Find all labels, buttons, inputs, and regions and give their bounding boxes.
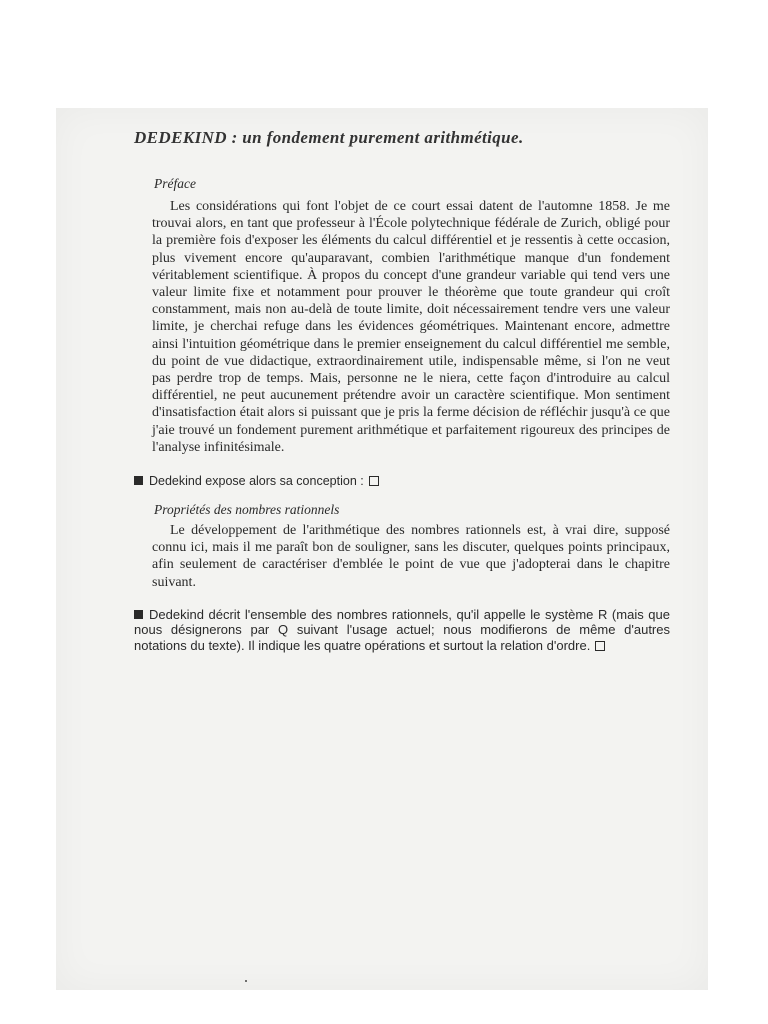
document-content (134, 128, 674, 654)
filled-square-icon (134, 476, 143, 485)
preface-paragraph: Les considérations qui font l'objet de ce court essai datent de l'automne 1858. Je me trouvai alors, en tant que professeur à l'École polytechnique fédérale de Zurich, obligé pour la première fois d'exposer les éléments du calcul différentiel et je ressentis à cette occasion, plus vivement encore qu'auparavant, combien l'arithmétique manque d'un fondement véritablement scientifique. À propos du concept d'une grandeur variable qui tend vers une valeur limite fixe et notamment pour prouver le théorème que toute grandeur qui croît constamment, mais non au-delà de toute limite, doit nécessairement tendre vers une valeur limite, je cherchai refuge dans les évidences géométriques. Maintenant encore, admettre ainsi l'intuition géométrique dans le premier enseignement du calcul différentiel me semble, du point de vue didactique, extraordinairement utile, indispensable même, si l'on ne veut pas perdre trop de temps. Mais, personne ne le niera, cette façon d'introduire au calcul différentiel, ne peut aucunement prétendre avoir un caractère scientifique. Mon sentiment d'insatisfaction était alors si puissant que je pris la ferme décision de réfléchir jusqu'à ce que j'aie trouvé un fondement purement arithmétique et parfaitement rigoureux des principes de l'analyse infinitésimale. (152, 199, 670, 455)
rationals-title: Propriétés des nombres rationnels (154, 502, 340, 518)
empty-square-icon (595, 641, 605, 651)
filled-square-icon (134, 610, 143, 619)
preface-title: Préface (154, 176, 196, 191)
note-rationals (134, 607, 670, 654)
rationals-paragraph: Le développement de l'arithmétique des nombres rationnels est, à vrai dire, supposé connu ici, mais il me paraît bon de souligner, sans les discuter, quelques points principaux, afin seulement de caractériser d'emblée le point de vue que j'adopterai dans le chapitre suivant. (152, 523, 670, 590)
empty-square-icon (369, 476, 379, 486)
chapter-title: DEDEKIND : un fondement purement arithmétique. (134, 128, 524, 147)
scan-speck (245, 980, 247, 982)
note-expose-text: Dedekind expose alors sa conception : (149, 474, 364, 489)
note-rationals-text: Dedekind décrit l'ensemble des nombres rationnels, qu'il appelle le système R (mais que nous désignerons par Q suivant l'usage actuel; nous modifierons de même d'autres notations du texte). Il indique les quatre opérations et surtout la relation d'ordre. (134, 606, 670, 654)
note-expose (134, 474, 674, 488)
